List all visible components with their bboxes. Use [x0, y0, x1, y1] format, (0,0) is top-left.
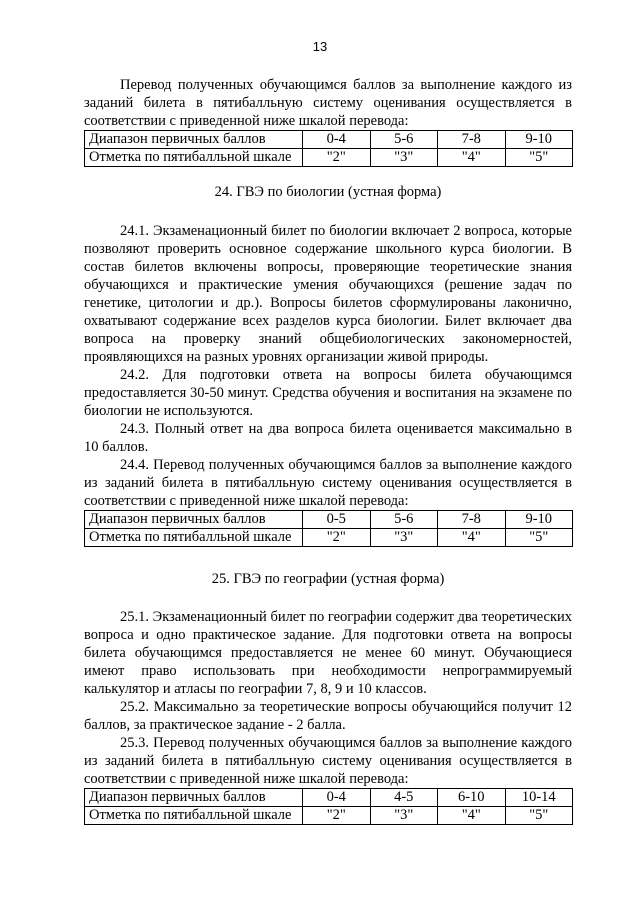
table-cell: "3"	[370, 149, 438, 167]
table-row	[85, 529, 573, 547]
table-cell: "5"	[505, 807, 573, 825]
table-cell: 7-8	[438, 511, 506, 529]
paragraph-25-2: 25.2. Максимально за теоретические вопросы обучающийся получит 12 баллов, за практическое задание - 2 балла.	[84, 699, 572, 733]
intro-scale-table	[84, 130, 573, 167]
table-cell: Отметка по пятибалльной шкале	[85, 807, 303, 825]
table-row	[85, 131, 573, 149]
table-row	[85, 789, 573, 807]
table-cell: "5"	[505, 529, 573, 547]
table-row	[85, 511, 573, 529]
table-cell: 5-6	[370, 511, 438, 529]
table-cell: 7-8	[438, 131, 506, 149]
geography-scale-table	[84, 788, 573, 825]
section-heading: 25. ГВЭ по географии (устная форма)	[211, 571, 445, 587]
table-row	[85, 807, 573, 825]
table-cell: "2"	[303, 149, 371, 167]
table-cell: Отметка по пятибалльной шкале	[85, 149, 303, 167]
biology-scale-table	[84, 510, 573, 547]
table-row	[85, 149, 573, 167]
section-24	[84, 222, 572, 547]
section-25	[84, 608, 572, 825]
paragraph-25-1: 25.1. Экзаменационный билет по географии содержит два теоретических вопроса и одно практическое задание. Для подготовки ответа на вопросы билета обучающимся предоставляется не менее 60 минут. Обучающиеся имеют право использовать при необходимости непрограммируемый калькулятор и атласы по географии 7, 8, 9 и 10 классов.	[84, 609, 573, 697]
table-cell: 5-6	[370, 131, 438, 149]
paragraph-24-4: 24.4. Перевод полученных обучающимся баллов за выполнение каждого из заданий билета в пятибалльную систему оценивания осуществляется в соответствии с приведенной ниже шкалой перевода:	[84, 457, 572, 509]
section-heading: 24. ГВЭ по биологии (устная форма)	[214, 184, 442, 200]
table-cell: "4"	[438, 807, 506, 825]
table-cell: Диапазон первичных баллов	[85, 511, 303, 529]
intro-block	[84, 76, 572, 167]
paragraph-25-3: 25.3. Перевод полученных обучающимся баллов за выполнение каждого из заданий билета в пятибалльную систему оценивания осуществляется в соответствии с приведенной ниже шкалой перевода:	[84, 735, 572, 787]
table-cell: 0-4	[303, 789, 371, 807]
table-cell: "4"	[438, 529, 506, 547]
table-cell: 9-10	[505, 131, 573, 149]
table-cell: "2"	[303, 529, 371, 547]
table-cell: "3"	[370, 807, 438, 825]
section-24-heading-block	[84, 183, 572, 201]
table-cell: "3"	[370, 529, 438, 547]
table-cell: 6-10	[438, 789, 506, 807]
intro-paragraph: Перевод полученных обучающимся баллов за выполнение каждого из заданий билета в пятибалльную систему оценивания осуществляется в соответствии с приведенной ниже шкалой перевода:	[84, 77, 572, 129]
section-25-heading-block	[84, 570, 572, 588]
table-cell: 9-10	[505, 511, 573, 529]
paragraph-24-1: 24.1. Экзаменационный билет по биологии включает 2 вопроса, которые позволяют проверить основное содержание школьного курса биологии. В состав билетов включены вопросы, проверяющие теоретические знания обучающихся и практические умения обучающихся (решение задач по генетике, цитологии и др.). Вопросы билетов сформулированы лаконично, охватывают содержание всех разделов курса биологии. Билет включает два вопроса на проверку знаний общебиологических закономерностей, проявляющихся на разных уровнях организации живой природы.	[84, 223, 572, 365]
page-number: 13	[312, 39, 328, 54]
table-cell: "5"	[505, 149, 573, 167]
table-cell: Отметка по пятибалльной шкале	[85, 529, 303, 547]
paragraph-24-3: 24.3. Полный ответ на два вопроса билета оценивается максимально в 10 баллов.	[84, 421, 572, 455]
table-cell: 4-5	[370, 789, 438, 807]
paragraph-24-2: 24.2. Для подготовки ответа на вопросы билета обучающимся предоставляется 30-50 минут. Средства обучения и воспитания на экзамене по биологии не используются.	[84, 367, 572, 419]
table-cell: Диапазон первичных баллов	[85, 789, 303, 807]
table-cell: 0-5	[303, 511, 371, 529]
table-cell: Диапазон первичных баллов	[85, 131, 303, 149]
table-cell: 10-14	[505, 789, 573, 807]
table-cell: "4"	[438, 149, 506, 167]
table-cell: "2"	[303, 807, 371, 825]
table-cell: 0-4	[303, 131, 371, 149]
